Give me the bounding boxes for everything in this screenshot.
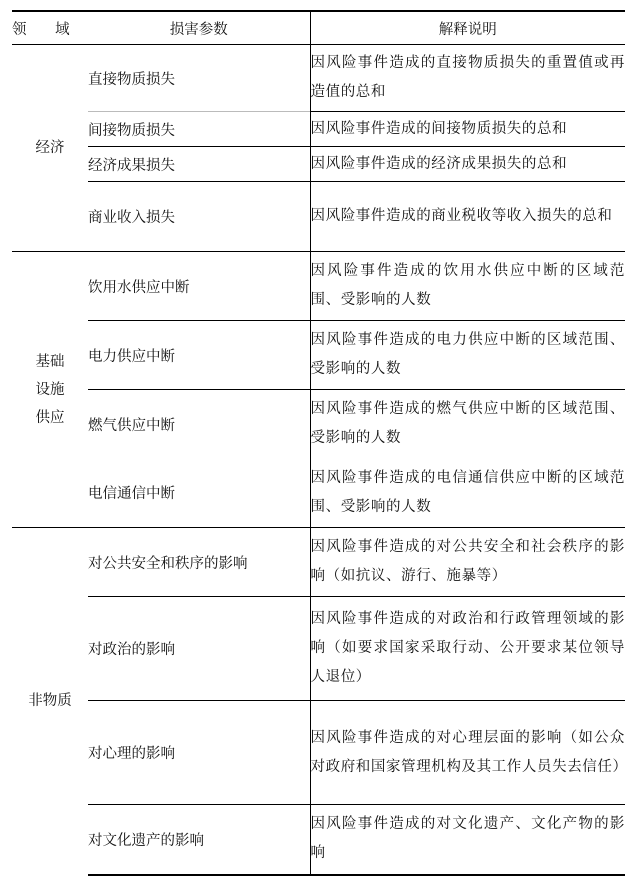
param-cell: 间接物质损失 [88,112,310,147]
explanation-cell: 因风险事件造成的对政治和行政管理领域的影响（如要求国家采取行动、公开要求某位领导人退位） [310,597,625,701]
domain-nonmaterial: 非物质 [12,528,88,875]
param-cell: 对政治的影响 [88,597,310,701]
explanation-cell: 因风险事件造成的对公共安全和社会秩序的影响（如抗议、游行、施暴等） [310,528,625,597]
table-row [12,528,625,597]
table-row [12,459,625,528]
table-row [12,390,625,459]
domain-economy: 经济 [35,140,65,156]
param-cell: 商业收入损失 [88,182,310,252]
param-cell: 对公共安全和秩序的影响 [88,528,310,597]
table-row [12,45,625,112]
domain-line: 设施 [35,381,65,398]
table-row [12,701,625,805]
explanation-cell: 因风险事件造成的饮用水供应中断的区域范围、受影响的人数 [310,252,625,321]
domain-infrastructure [12,252,88,528]
explanation-cell: 因风险事件造成的电力供应中断的区域范围、受影响的人数 [310,321,625,390]
damage-parameter-table [12,10,628,876]
explanation-cell: 因风险事件造成的对文化遗产、文化产物的影响 [310,805,625,875]
header-param: 损害参数 [88,11,310,45]
param-cell: 对心理的影响 [88,701,310,805]
table-header-row [12,11,625,45]
explanation-cell: 因风险事件造成的直接物质损失的重置值或再造值的总和 [310,45,625,112]
header-domain: 领 域 [12,11,88,45]
explanation-cell: 因风险事件造成的商业税收等收入损失的总和 [310,182,625,252]
explanation-cell: 因风险事件造成的间接物质损失的总和 [310,112,625,147]
domain-line: 基础 [35,353,65,370]
table-row [12,321,625,390]
table-row [12,252,625,321]
param-cell: 电信通信中断 [88,486,175,503]
explanation-cell: 因风险事件造成的电信通信供应中断的区域范围、受影响的人数 [310,459,625,528]
param-cell: 电力供应中断 [88,321,310,390]
param-cell: 饮用水供应中断 [88,252,310,321]
table-row [12,182,625,252]
param-cell: 经济成果损失 [88,147,310,182]
param-cell: 直接物质损失 [88,71,175,88]
table-row [12,597,625,701]
table-row [12,805,625,875]
explanation-cell: 因风险事件造成的经济成果损失的总和 [310,147,625,182]
param-cell: 对文化遗产的影响 [88,805,310,875]
explanation-cell: 因风险事件造成的对心理层面的影响（如公众对政府和国家管理机构及其工作人员失去信任） [310,701,625,805]
table-row [12,147,625,182]
header-explanation: 解释说明 [310,11,625,45]
table-row [12,112,625,147]
domain-line: 供应 [35,409,65,426]
param-cell: 燃气供应中断 [88,390,310,459]
explanation-cell: 因风险事件造成的燃气供应中断的区域范围、受影响的人数 [310,390,625,459]
